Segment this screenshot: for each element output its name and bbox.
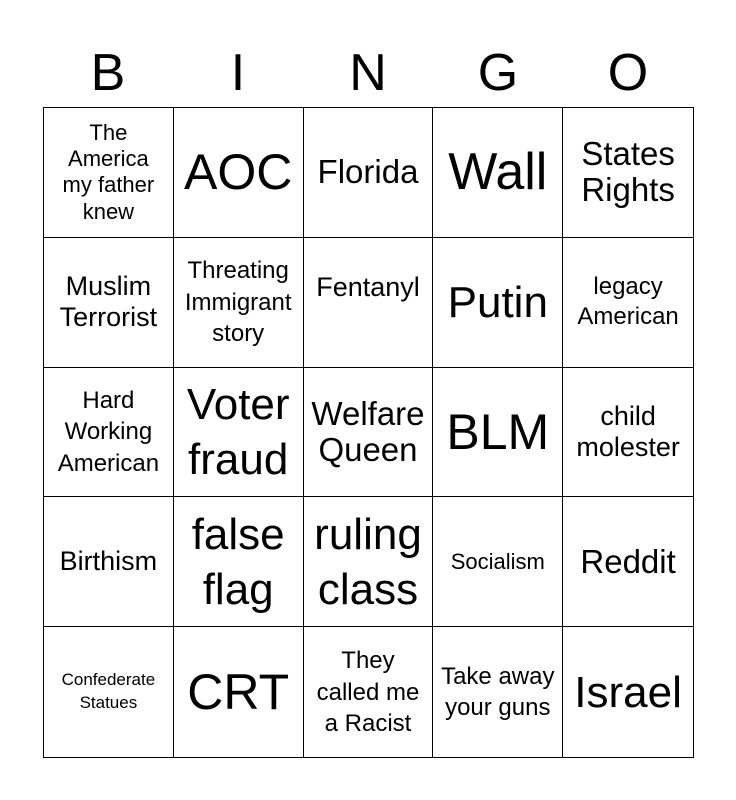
bingo-cell[interactable]: [304, 627, 434, 757]
cell-text: States Rights: [581, 135, 675, 209]
cell-text: Threating Immigrant story: [184, 257, 292, 347]
bingo-cell[interactable]: [304, 497, 434, 627]
cell-text: legacy American: [577, 273, 679, 331]
cell-text: Israel: [574, 667, 682, 717]
header-letter-n: N: [349, 44, 387, 102]
cell-text: AOC: [184, 144, 293, 201]
bingo-cell[interactable]: [174, 108, 304, 238]
header-letter-b: B: [90, 44, 126, 102]
cell-text: false flag: [191, 509, 285, 614]
cell-text: Reddit: [580, 542, 676, 580]
cell-text: Welfare Queen: [311, 394, 425, 468]
bingo-header: [43, 38, 693, 108]
bingo-cell[interactable]: [174, 238, 304, 368]
cell-text: Fentanyl: [316, 271, 420, 302]
bingo-cell[interactable]: [563, 627, 693, 757]
cell-text: child molester: [576, 400, 680, 462]
cell-text: Putin: [447, 277, 548, 327]
bingo-cell[interactable]: [433, 238, 563, 368]
header-letter-i: I: [230, 44, 246, 102]
bingo-cell[interactable]: [304, 368, 434, 498]
bingo-cell[interactable]: [44, 497, 174, 627]
bingo-cell[interactable]: [174, 368, 304, 498]
cell-text: Take away your guns: [441, 662, 555, 722]
header-letter-o: O: [607, 44, 649, 102]
cell-text: Florida: [317, 153, 419, 191]
cell-text: CRT: [187, 664, 290, 721]
cell-text: Voter fraud: [186, 379, 290, 484]
cell-text: Hard Working American: [57, 387, 160, 477]
bingo-cell[interactable]: [563, 238, 693, 368]
bingo-cell[interactable]: [44, 238, 174, 368]
bingo-cell[interactable]: [304, 238, 434, 368]
cell-text: Socialism: [450, 548, 545, 574]
bingo-grid: [43, 107, 694, 758]
bingo-cell[interactable]: [174, 627, 304, 757]
bingo-cell[interactable]: [563, 497, 693, 627]
cell-text: Birthism: [59, 546, 158, 577]
bingo-cell[interactable]: [304, 108, 434, 238]
cell-text: ruling class: [314, 509, 422, 614]
bingo-cell[interactable]: [44, 627, 174, 757]
bingo-cell[interactable]: [433, 368, 563, 498]
bingo-cell[interactable]: [563, 108, 693, 238]
bingo-cell[interactable]: [433, 497, 563, 627]
cell-text: The America my father knew: [62, 119, 155, 224]
bingo-cell[interactable]: [44, 108, 174, 238]
bingo-cell[interactable]: [44, 368, 174, 498]
bingo-cell[interactable]: [174, 497, 304, 627]
bingo-cell[interactable]: [433, 627, 563, 757]
header-letter-g: G: [477, 44, 519, 102]
cell-text: Confederate Statues: [61, 670, 156, 713]
bingo-cell[interactable]: [433, 108, 563, 238]
cell-text: BLM: [446, 403, 550, 460]
cell-text: Muslim Terrorist: [59, 271, 158, 333]
cell-text: They called me a Racist: [316, 647, 420, 737]
bingo-cell[interactable]: [563, 368, 693, 498]
cell-text: Wall: [448, 143, 548, 202]
